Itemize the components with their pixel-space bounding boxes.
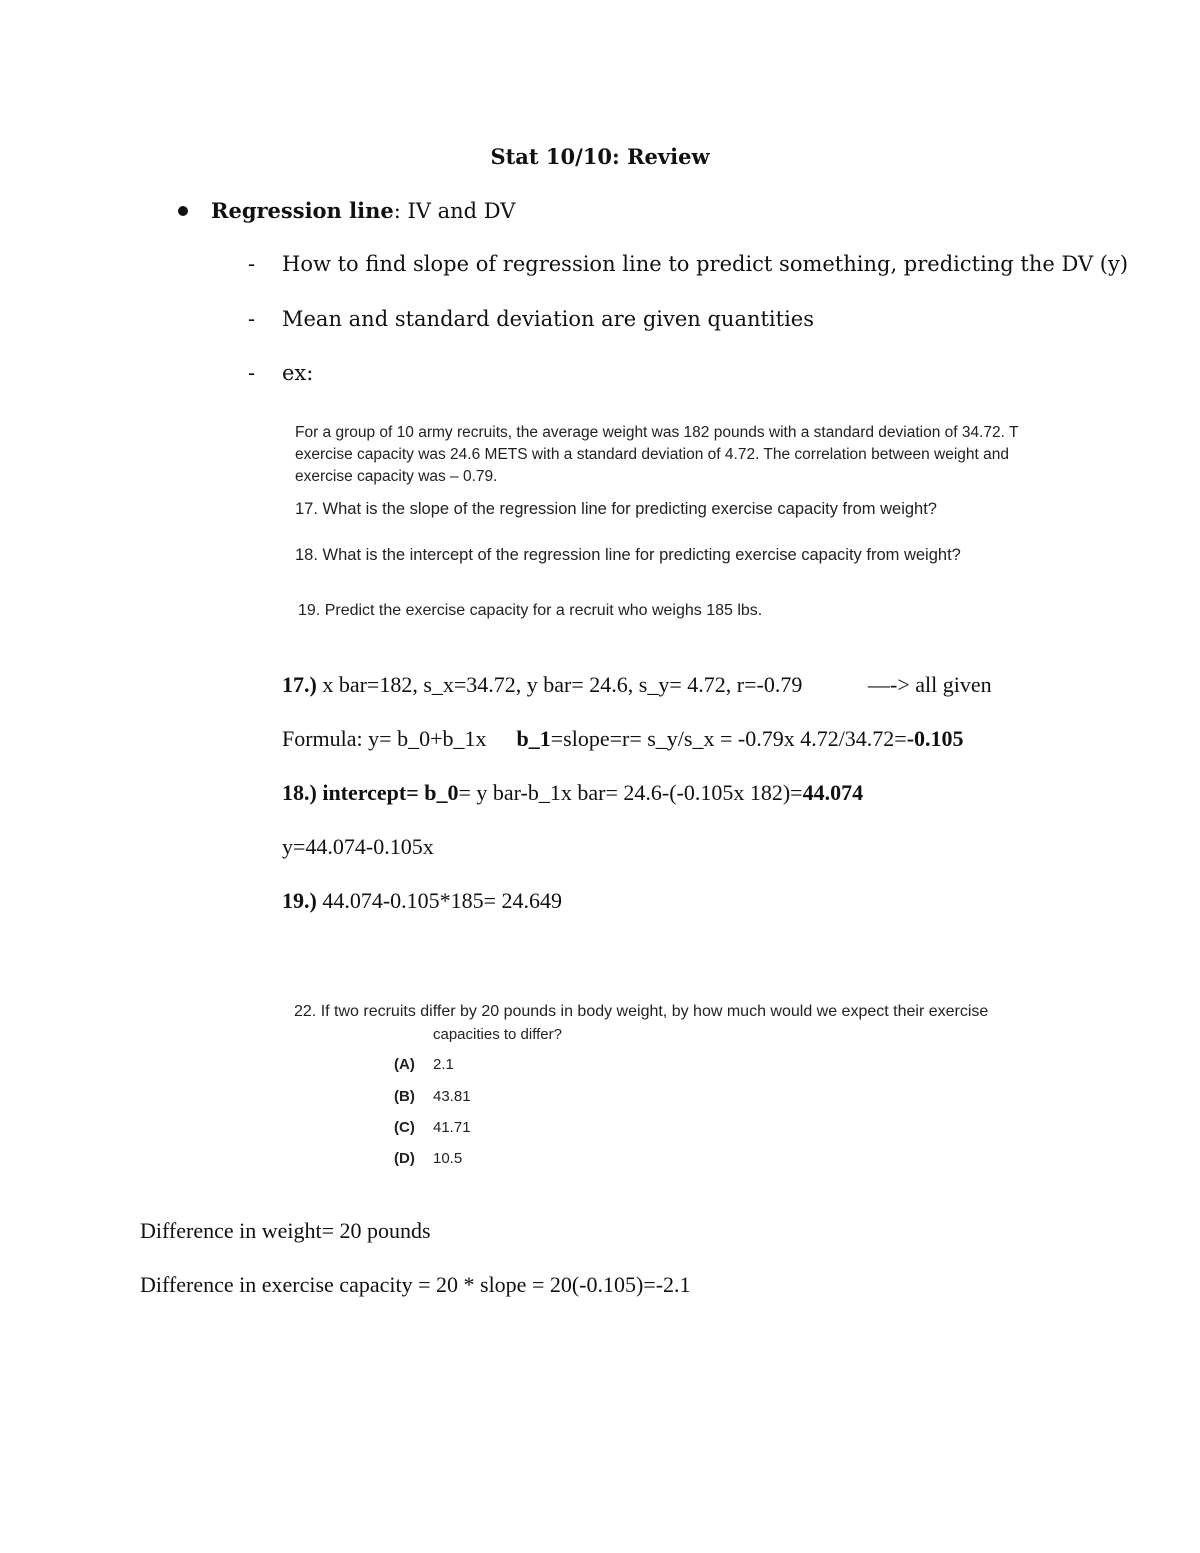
regression-equation: y=44.074-0.105x bbox=[282, 834, 434, 859]
option-letter: (C) bbox=[394, 1119, 415, 1136]
solution-18 bbox=[282, 780, 863, 806]
question-22-line1: 22. If two recruits differ by 20 pounds in body weight, by how much would we expect their exercise bbox=[294, 1003, 989, 1020]
dash-item-slope: How to find slope of regression line to predict something, predicting the DV (y) bbox=[282, 252, 1129, 276]
dash-marker: - bbox=[248, 252, 256, 276]
question-18: 18. What is the intercept of the regression line for predicting exercise capacity from weight? bbox=[295, 546, 961, 564]
option-letter: (A) bbox=[394, 1056, 415, 1073]
option-letter: (B) bbox=[394, 1088, 415, 1105]
formula-line bbox=[282, 726, 964, 752]
question-22-line2: capacities to differ? bbox=[433, 1026, 562, 1043]
solution-18-text: = y bar-b_1x bar= 24.6-(-0.105x 182)= bbox=[458, 780, 803, 805]
problem-intro bbox=[295, 422, 1045, 488]
problem-intro-line: exercise capacity was 24.6 METS with a standard deviation of 4.72. The correlation between weight and bbox=[295, 446, 1009, 463]
problem-intro-line: For a group of 10 army recruits, the average weight was 182 pounds with a standard deviation of 34.72. T bbox=[295, 424, 1019, 441]
solution-18-label: 18.) intercept= b_0 bbox=[282, 780, 459, 805]
problem-intro-line: exercise capacity was – 0.79. bbox=[295, 468, 498, 485]
bullet-regression-line bbox=[211, 198, 515, 223]
solution-17 bbox=[282, 672, 802, 698]
formula-left: Formula: y= b_0+b_1x bbox=[282, 726, 487, 751]
solution-19 bbox=[282, 888, 562, 914]
dash-item-ex: ex: bbox=[282, 361, 314, 385]
dash-marker: - bbox=[248, 307, 256, 331]
option-value: 10.5 bbox=[433, 1150, 463, 1167]
solution-17-text: x bar=182, s_x=34.72, y bar= 24.6, s_y= 4.72, r=-0.79 bbox=[316, 672, 803, 697]
option-value: 41.71 bbox=[433, 1119, 471, 1136]
page-title: Stat 10/10: Review bbox=[490, 144, 710, 169]
question-19: 19. Predict the exercise capacity for a recruit who weighs 185 lbs. bbox=[298, 602, 763, 619]
dash-item-mean-sd: Mean and standard deviation are given quantities bbox=[282, 307, 815, 331]
formula-b1: b_1 bbox=[516, 726, 551, 751]
option-value: 43.81 bbox=[433, 1088, 471, 1105]
question-17: 17. What is the slope of the regression line for predicting exercise capacity from weight? bbox=[295, 500, 937, 518]
formula-mid: =slope=r= s_y/s_x = -0.79x 4.72/34.72= bbox=[550, 726, 907, 751]
solution-17-label: 17.) bbox=[282, 672, 317, 697]
difference-weight: Difference in weight= 20 pounds bbox=[140, 1218, 431, 1243]
difference-capacity: Difference in exercise capacity = 20 * slope = 20(-0.105)=-2.1 bbox=[140, 1272, 691, 1297]
formula-answer: -0.105 bbox=[906, 726, 964, 751]
bullet-rest: : IV and DV bbox=[393, 199, 516, 223]
option-value: 2.1 bbox=[433, 1056, 454, 1073]
solution-19-label: 19.) bbox=[282, 888, 317, 913]
bullet-bold-label: Regression line bbox=[211, 198, 394, 223]
dash-marker: - bbox=[248, 361, 256, 385]
solution-17-tail: —-> all given bbox=[868, 672, 992, 697]
bullet-icon bbox=[178, 206, 188, 216]
solution-19-text: 44.074-0.105*185= 24.649 bbox=[316, 888, 563, 913]
option-letter: (D) bbox=[394, 1150, 415, 1167]
solution-18-answer: 44.074 bbox=[802, 780, 864, 805]
